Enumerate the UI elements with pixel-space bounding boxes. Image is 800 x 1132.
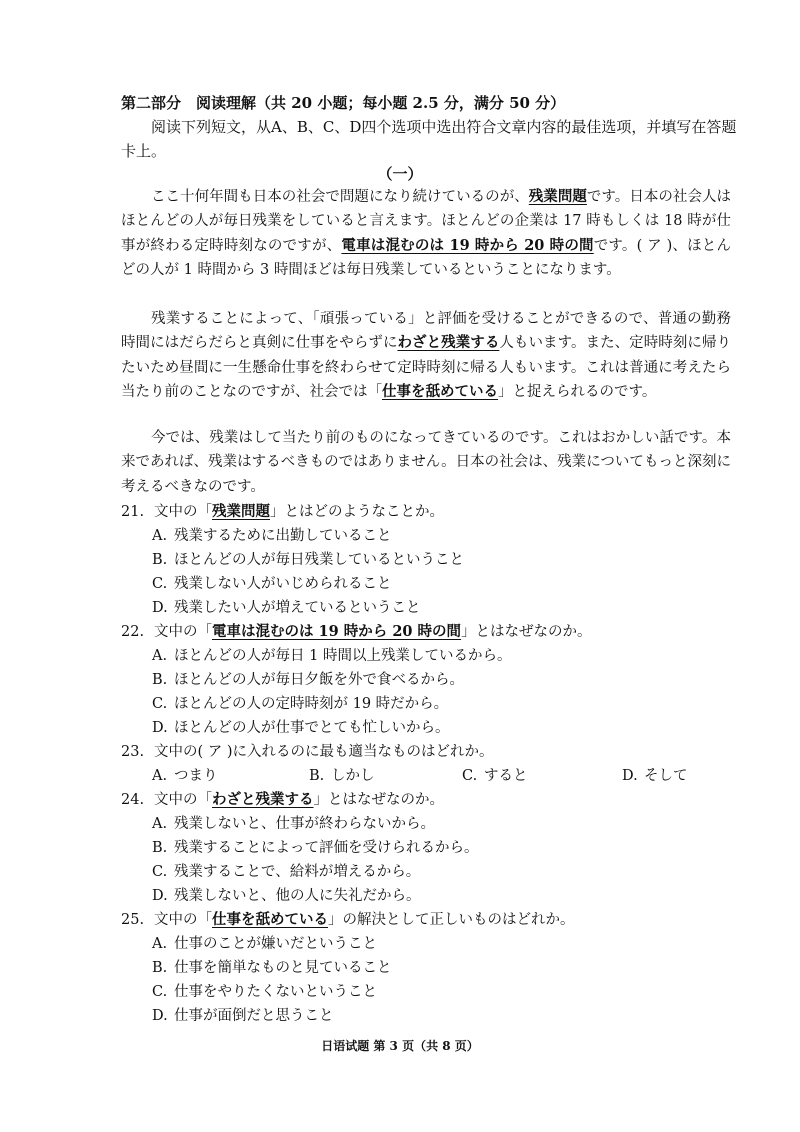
q22-option-d: D. ほとんどの人が仕事でとても忙しいから。 (152, 720, 450, 736)
passage-paragraph-2: 残業することによって、「頑張っている」と評価を受けることができるので、普通の勤務時間にはだらだらと真剣に仕事をやらずにわざと残業する人もいます。また、定時時刻に帰りたいため昼間に一生懸命仕事を終わらせて定時時刻に帰る人もいます。これは普通に考えたら当たり前のことなのですが、社会では「仕事を舐めている」と捉えられるのです。 (121, 311, 732, 400)
keyword-densha-komu: 電車は混むのは 19 時から 20 時の間 (341, 236, 594, 254)
q24-option-a: A. 残業しないと、仕事が終わらないから。 (152, 816, 435, 832)
q22-option-b: B. ほとんどの人が毎日夕飯を外で食べるから。 (152, 672, 464, 688)
keyword-shigoto-nameru: 仕事を舐めている (382, 382, 498, 400)
q21-option-a: A. 残業するために出勤していること (152, 528, 392, 544)
q25-option-c: C. 仕事をやりたくないということ (152, 984, 377, 1000)
q21-option-b: B. ほとんどの人が毎日残業しているということ (152, 552, 464, 568)
q24-option-c: C. 残業することで、給料が増えるから。 (152, 864, 421, 880)
question-23: 23. 文中の( ア )に入れるのに最も適当なものはどれか。 (121, 744, 494, 760)
q21-option-d: D. 残業したい人が増えているということ (152, 600, 421, 616)
question-25: 25. 文中の「仕事を舐めている」の解決として正しいものはどれか。 (121, 911, 575, 928)
q23-option-b: B. しかし (309, 768, 375, 784)
page-footer: 日语试题 第 3 页（共 8 页） (321, 1039, 479, 1053)
section-instruction: 阅读下列短文，从A、B、C、D四个选项中选出符合文章内容的最佳选项，并填写在答题卡上。 (121, 118, 737, 160)
q25-option-d: D. 仕事が面倒だと思うこと (152, 1008, 334, 1024)
question-24: 24. 文中の「わざと残業する」とはなぜなのか。 (121, 791, 444, 808)
passage-number: （一） (377, 165, 423, 183)
keyword-waza-to-zangyou: わざと残業する (397, 334, 500, 352)
q21-option-c: C. 残業しない人がいじめられること (152, 576, 392, 592)
q24-option-b: B. 残業することによって評価を受けられるから。 (152, 840, 479, 856)
q22-option-a: A. ほとんどの人が毎日 1 時間以上残業しているから。 (152, 648, 512, 664)
q23-option-c: C. すると (462, 768, 528, 784)
passage-paragraph-1: ここ十何年間も日本の社会で問題になり続けているのが、残業問題です。日本の社会人はほとんどの人が毎日残業をしていると言えます。ほとんどの企業は 17 時もしくは 18 時が仕事が終わる定時時刻なのですが、電車は混むのは 19 時から 20 時の間です。( ア )、ほとんどの人が 1 時間から 3 時間ほどは毎日残業しているということになります。 (121, 188, 732, 278)
section-title: 第二部分 阅读理解（共 20 小题；每小题 2.5 分，满分 50 分） (121, 94, 566, 112)
q23-option-d: D. そして (622, 768, 688, 784)
keyword-zangyou-mondai: 残業問題 (528, 188, 587, 205)
q22-option-c: C. ほとんどの人の定時時刻が 19 時だから。 (152, 696, 449, 712)
passage-paragraph-3: 今では、残業はして当たり前のものになってきているのです。これはおかしい話です。本来であれば、残業はするべきものではありません。日本の社会は、残業についてもっと深刻に考えるべきなのです。 (121, 430, 731, 495)
q23-option-a: A. つまり (152, 768, 218, 784)
q25-option-b: B. 仕事を簡単なものと見ていること (152, 960, 392, 976)
question-21: 21. 文中の「残業問題」とはどのようなことか。 (121, 503, 444, 520)
q25-option-a: A. 仕事のことが嫌いだということ (152, 936, 377, 952)
q24-option-d: D. 残業しないと、他の人に失礼だから。 (152, 888, 421, 904)
question-22: 22. 文中の「電車は混むのは 19 時から 20 時の間」とはなぜなのか。 (121, 623, 592, 640)
